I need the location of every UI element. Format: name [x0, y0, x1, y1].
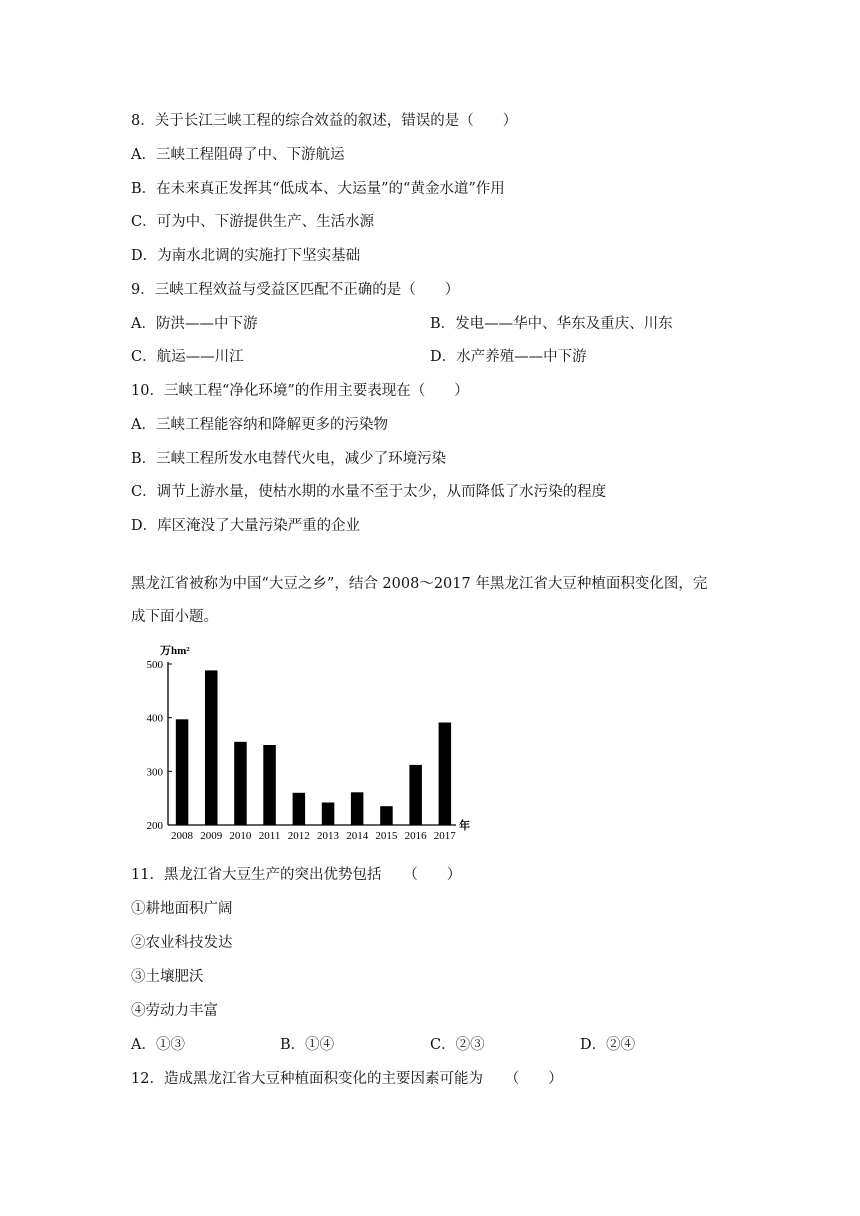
- q10-option-c: C．调节上游水量，使枯水期的水量不至于太少，从而降低了水污染的程度: [131, 484, 607, 500]
- bar-2012: [293, 793, 306, 825]
- q11-option-d: D．②④: [580, 1037, 636, 1053]
- y-tick-label-300: 300: [146, 766, 163, 779]
- q8-option-c: C．可为中、下游提供生产、生活水源: [131, 214, 375, 230]
- x-tick-label-2012: 2012: [287, 830, 310, 842]
- q11-stem: 11．黑龙江省大豆生产的突出优势包括 （ ）: [131, 867, 462, 883]
- intro-text-line1: 黑龙江省被称为中国“大豆之乡”，结合 2008～2017 年黑龙江省大豆种植面积变化图，完: [131, 576, 708, 592]
- y-tick-label-400: 400: [146, 712, 163, 725]
- bar-2009: [205, 670, 218, 825]
- bars: [176, 670, 451, 825]
- q10-option-b: B．三峡工程所发水电替代火电，减少了环境污染: [131, 451, 447, 467]
- q11-statement-4: ④劳动力丰富: [131, 1003, 218, 1019]
- x-tick-label-2008: 2008: [171, 830, 193, 842]
- x-tick-label-2009: 2009: [200, 830, 223, 842]
- bar-2015: [380, 806, 393, 825]
- q8-option-d: D．为南水北调的实施打下坚实基础: [131, 248, 361, 264]
- x-tick-label-2016: 2016: [404, 830, 427, 842]
- x-tick-label-2014: 2014: [346, 830, 369, 842]
- q12-stem: 12．造成黑龙江省大豆种植面积变化的主要因素可能为 （ ）: [131, 1071, 563, 1087]
- q11-option-b: B．①④: [280, 1037, 335, 1053]
- bar-2014: [351, 792, 364, 825]
- q8-stem: 8．关于长江三峡工程的综合效益的叙述，错误的是（ ）: [131, 113, 518, 129]
- bar-2013: [322, 803, 335, 826]
- q11-statement-1: ①耕地面积广阔: [131, 901, 233, 917]
- bar-2016: [409, 765, 422, 825]
- intro-text-line2: 成下面小题。: [131, 609, 218, 625]
- x-tick-label-2011: 2011: [258, 830, 281, 842]
- bar-2011: [263, 745, 276, 825]
- q9-option-d: D．水产养殖——中下游: [430, 349, 587, 365]
- q9-option-c: C．航运——川江: [131, 349, 244, 365]
- bar-2008: [176, 719, 189, 825]
- q8-option-a: A．三峡工程阻碍了中、下游航运: [131, 147, 345, 163]
- q9-option-a: A．防洪——中下游: [131, 316, 258, 332]
- q10-stem: 10．三峡工程“净化环境”的作用主要表现在（ ）: [131, 383, 469, 399]
- y-tick-label-200: 200: [146, 820, 163, 832]
- q10-option-a: A．三峡工程能容纳和降解更多的污染物: [131, 417, 388, 433]
- y-axis-unit-label: 万hm²: [160, 645, 190, 657]
- x-tick-label-2015: 2015: [375, 830, 398, 842]
- x-axis-unit-label: 年: [459, 820, 470, 832]
- q11-statement-2: ②农业科技发达: [131, 935, 233, 951]
- soybean-area-bar-chart: [138, 640, 478, 845]
- q8-option-b: B．在未来真正发挥其“低成本、大运量”的“黄金水道”作用: [131, 181, 505, 197]
- q11-statement-3: ③土壤肥沃: [131, 969, 204, 985]
- y-tick-label-500: 500: [146, 659, 163, 671]
- q11-option-a: A．①③: [131, 1037, 185, 1053]
- x-tick-label-2013: 2013: [317, 830, 339, 842]
- q9-option-b: B．发电——华中、华东及重庆、川东: [430, 316, 673, 332]
- q9-stem: 9．三峡工程效益与受益区匹配不正确的是（ ）: [131, 282, 460, 298]
- bar-2017: [439, 723, 452, 826]
- q11-option-c: C．②③: [430, 1037, 485, 1053]
- x-tick-label-2017: 2017: [433, 830, 456, 842]
- q10-option-d: D．库区淹没了大量污染严重的企业: [131, 518, 361, 534]
- bar-2010: [234, 742, 247, 825]
- x-tick-label-2010: 2010: [229, 830, 252, 842]
